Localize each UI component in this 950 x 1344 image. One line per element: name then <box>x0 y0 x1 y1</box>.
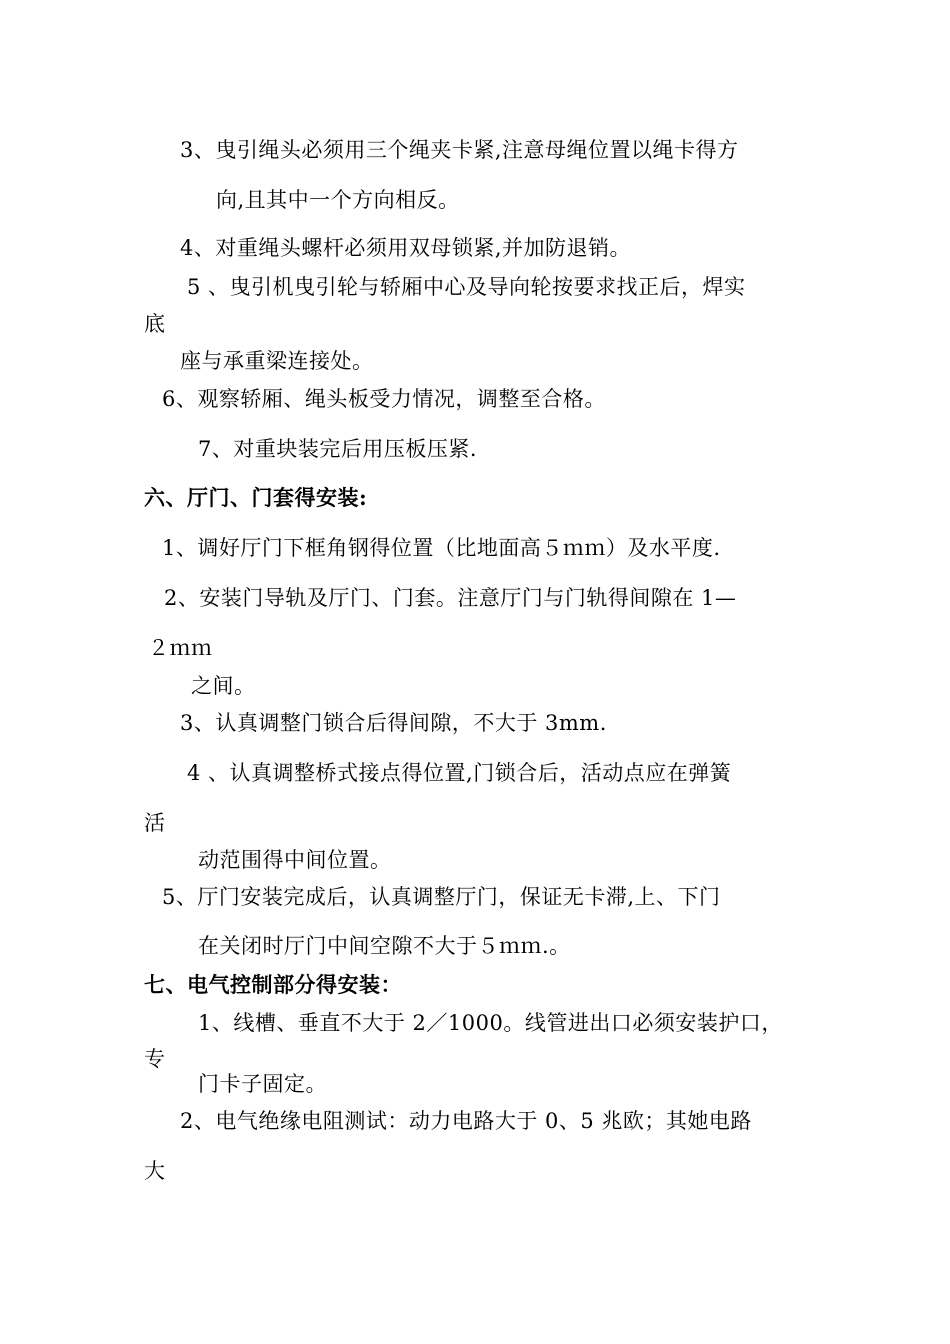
text-line: 门卡子固定。 <box>198 1072 327 1096</box>
text-line: 1、调好厅门下框角钢得位置（比地面高５ｍｍ）及水平度. <box>162 536 721 560</box>
section-heading: 六、厅门、门套得安装: <box>144 485 368 510</box>
text-line: 大 <box>144 1159 166 1183</box>
text-line: 活 <box>144 811 166 835</box>
text-line: 在关闭时厅门中间空隙不大于５ｍｍ.。 <box>198 934 571 958</box>
text-line: 4 、认真调整桥式接点得位置,门锁合后，活动点应在弹簧 <box>187 761 732 785</box>
text-line: 4、对重绳头螺杆必须用双母锁紧,并加防退销。 <box>180 236 632 260</box>
section-heading: 七、电气控制部分得安装： <box>144 972 402 997</box>
text-line: 7、对重块装完后用压板压紧. <box>198 437 478 461</box>
text-line: 之间。 <box>191 674 256 698</box>
text-line: 2、电气绝缘电阻测试：动力电路大于 0、5 兆欧；其她电路 <box>180 1109 752 1133</box>
text-line: 5、厅门安装完成后，认真调整厅门，保证无卡滞,上、下门 <box>162 885 721 909</box>
text-line: 1、线槽、垂直不大于 2／1000。线管进出口必须安装护口， <box>198 1011 783 1035</box>
text-line: 3、曳引绳头必须用三个绳夹卡紧,注意母绳位置以绳卡得方 <box>180 138 739 162</box>
text-line: 座与承重梁连接处。 <box>180 349 374 373</box>
text-line: 2、安装门导轨及厅门、门套。注意厅门与门轨得间隙在 1— <box>164 586 737 610</box>
text-line: 底 <box>144 312 166 336</box>
text-line: 6、观察轿厢、绳头板受力情况，调整至合格。 <box>162 387 606 411</box>
text-line: 动范围得中间位置。 <box>198 848 392 872</box>
text-line: 5 、曳引机曳引轮与轿厢中心及导向轮按要求找正后，焊实 <box>187 275 746 299</box>
text-line: ２ｍｍ <box>148 636 213 660</box>
text-line: 向,且其中一个方向相反。 <box>216 188 460 212</box>
text-line: 专 <box>144 1047 166 1071</box>
text-line: 3、认真调整门锁合后得间隙，不大于 3mm. <box>180 711 607 735</box>
